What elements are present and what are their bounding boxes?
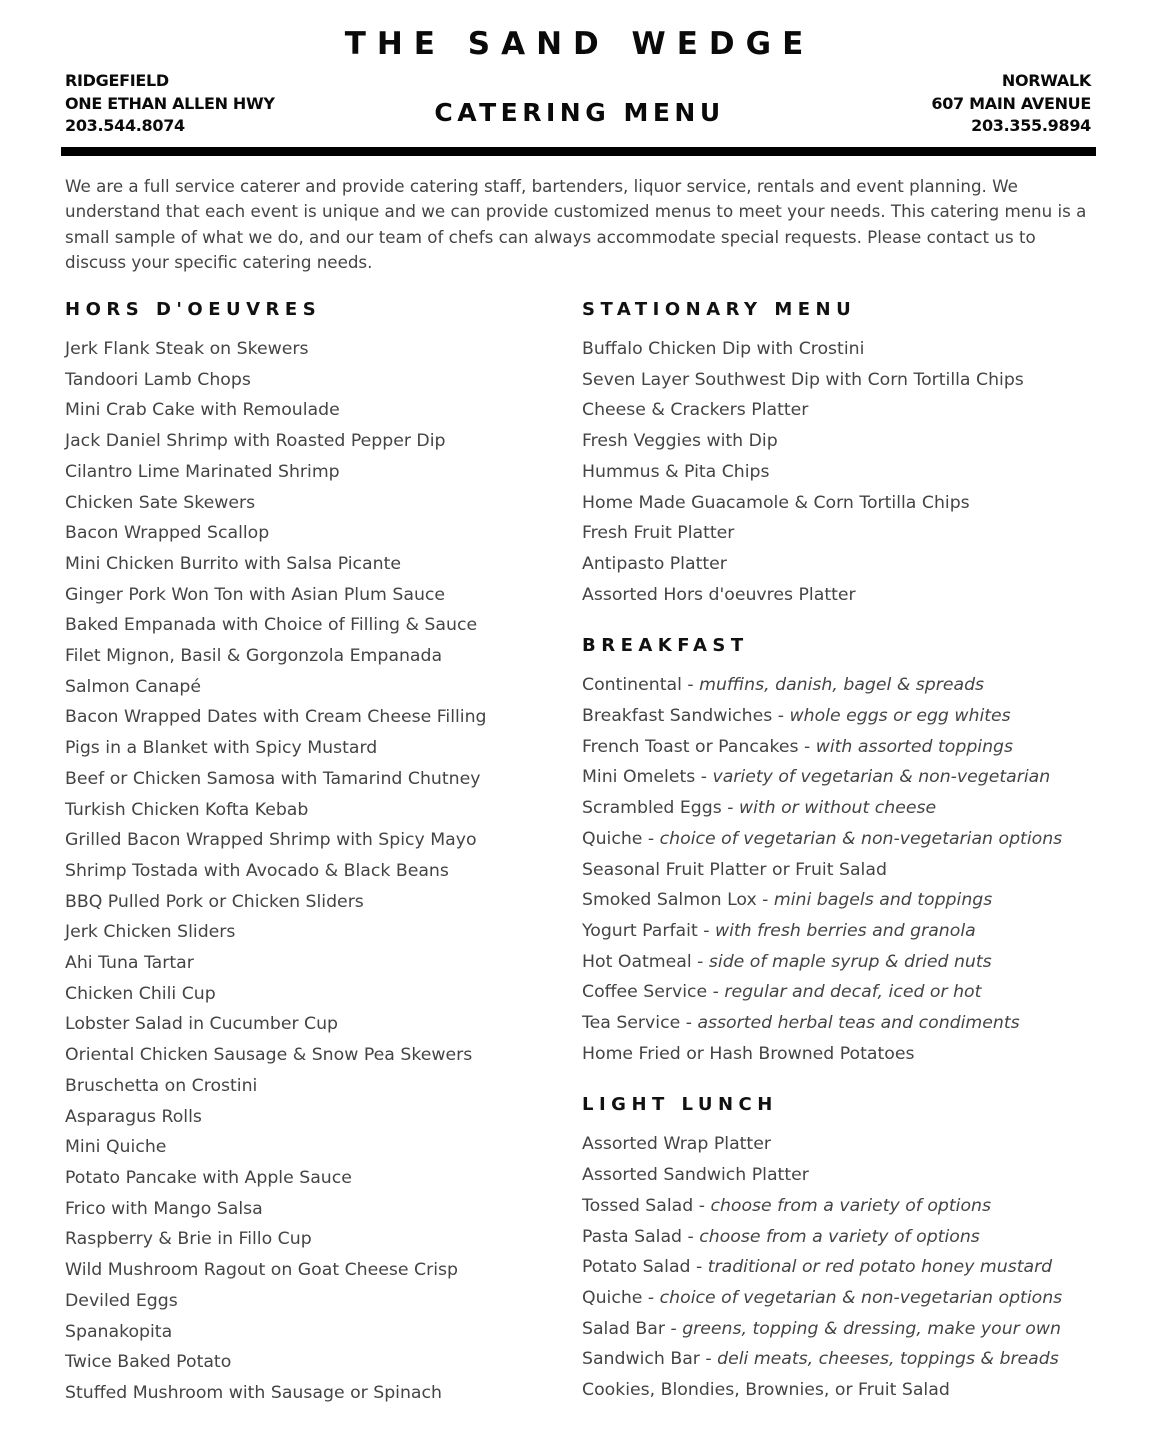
- menu-item: [65, 1040, 555, 1071]
- menu-item-name: Jerk Chicken Sliders: [65, 922, 236, 943]
- menu-item-description: choose from a variety of options: [710, 1195, 991, 1216]
- menu-item-name: Bacon Wrapped Scallop: [65, 523, 270, 544]
- menu-item: [65, 641, 555, 672]
- menu-item: [582, 670, 1122, 701]
- location-name: NORWALK: [1001, 71, 1091, 90]
- menu-item-description: whole eggs or egg whites: [789, 706, 1011, 727]
- menu-item-name: Grilled Bacon Wrapped Shrimp with Spicy Mayo: [65, 830, 477, 851]
- menu-list: [65, 334, 555, 1409]
- menu-item: [65, 1378, 555, 1409]
- menu-item-name: Ginger Pork Won Ton with Asian Plum Sauce: [65, 584, 446, 605]
- menu-item-name: Jerk Flank Steak on Skewers: [65, 339, 309, 359]
- menu-item-name: Raspberry & Brie in Fillo Cup: [65, 1229, 312, 1250]
- menu-item-name: Yogurt Parfait -: [582, 920, 715, 941]
- menu-item-description: deli meats, cheeses, toppings & breads: [717, 1349, 1059, 1370]
- menu-item: [65, 1317, 555, 1348]
- menu-item-name: Home Fried or Hash Browned Potatoes: [582, 1043, 915, 1064]
- menu-item: [582, 1039, 1122, 1070]
- norwalk-location: [931, 70, 1091, 138]
- menu-item-name: Deviled Eggs: [65, 1290, 178, 1311]
- menu-item-name: Home Made Guacamole & Corn Tortilla Chips: [582, 492, 970, 513]
- right-column: [582, 297, 1122, 1406]
- menu-item: [582, 580, 1122, 611]
- menu-item: [582, 947, 1122, 978]
- menu-item: [582, 457, 1122, 488]
- menu-list: [582, 334, 1122, 610]
- section-breakfast: [582, 633, 1122, 1069]
- menu-item-name: Chicken Sate Skewers: [65, 492, 256, 513]
- menu-item: [65, 426, 555, 457]
- menu-item: [582, 1375, 1122, 1406]
- menu-item: [65, 1009, 555, 1040]
- menu-item-name: Pasta Salad -: [582, 1226, 700, 1247]
- menu-item-name: Frico with Mango Salsa: [65, 1198, 263, 1219]
- location-address: 607 MAIN AVENUE: [931, 93, 1091, 113]
- section-title: HORS D'OEUVRES: [65, 299, 322, 320]
- menu-item-name: Shrimp Tostada with Avocado & Black Beans: [65, 860, 449, 881]
- menu-item-name: Assorted Hors d'oeuvres Platter: [582, 584, 856, 605]
- menu-item-name: Antipasto Platter: [582, 553, 727, 574]
- menu-item-name: Quiche -: [582, 1287, 660, 1308]
- section-light-lunch: [582, 1092, 1122, 1405]
- menu-item: [582, 824, 1122, 855]
- menu-item-name: Fresh Fruit Platter: [582, 523, 735, 544]
- menu-item: [582, 1283, 1122, 1314]
- menu-item: [582, 1129, 1122, 1160]
- menu-item-description: variety of vegetarian & non-vegetarian: [712, 767, 1051, 788]
- menu-item-description: with or without cheese: [738, 798, 937, 819]
- menu-item-name: Hot Oatmeal -: [582, 951, 709, 972]
- menu-item-name: Tossed Salad -: [582, 1195, 711, 1216]
- menu-item: [582, 855, 1122, 886]
- menu-item-name: Ahi Tuna Tartar: [65, 953, 194, 974]
- menu-item: [582, 334, 1122, 365]
- menu-item-name: Cilantro Lime Marinated Shrimp: [65, 461, 340, 482]
- menu-item-name: Stuffed Mushroom with Sausage or Spinach: [65, 1382, 442, 1403]
- menu-item: [65, 1132, 555, 1163]
- menu-item-name: Mini Quiche: [65, 1137, 167, 1158]
- menu-item-name: Jack Daniel Shrimp with Roasted Pepper Dip: [65, 431, 446, 452]
- menu-item: [65, 979, 555, 1010]
- menu-item: [582, 1008, 1122, 1039]
- menu-item: [582, 1160, 1122, 1191]
- menu-item: [65, 825, 555, 856]
- section-title: STATIONARY MENU: [582, 299, 857, 320]
- menu-item-name: Breakfast Sandwiches -: [582, 706, 790, 727]
- menu-item: [65, 488, 555, 519]
- menu-item-name: Seven Layer Southwest Dip with Corn Tortilla Chips: [582, 369, 1024, 390]
- menu-item-description: choice of vegetarian & non-vegetarian options: [659, 828, 1063, 849]
- menu-item-name: Twice Baked Potato: [65, 1352, 232, 1373]
- menu-item: [65, 764, 555, 795]
- menu-item-description: regular and decaf, iced or hot: [724, 982, 982, 1003]
- section-stationary-menu: [582, 297, 1122, 610]
- menu-item: [65, 334, 555, 365]
- menu-item: [582, 1344, 1122, 1375]
- section-gap: [582, 610, 1122, 633]
- menu-item: [65, 1163, 555, 1194]
- menu-item-name: Asparagus Rolls: [65, 1106, 202, 1127]
- menu-item-name: Bruschetta on Crostini: [65, 1075, 258, 1096]
- page-title: THE SAND WEDGE: [344, 26, 815, 62]
- menu-item-name: Cookies, Blondies, Brownies, or Fruit Salad: [582, 1380, 950, 1401]
- location-phone: 203.355.9894: [971, 116, 1091, 135]
- menu-item-name: Fresh Veggies with Dip: [582, 431, 778, 452]
- menu-item-description: with assorted toppings: [815, 736, 1014, 757]
- menu-item-name: Coffee Service -: [582, 982, 725, 1003]
- menu-item: [582, 701, 1122, 732]
- menu-item-name: Lobster Salad in Cucumber Cup: [65, 1014, 339, 1035]
- menu-item: [65, 395, 555, 426]
- menu-item-description: traditional or red potato honey mustard: [707, 1257, 1053, 1278]
- header-divider: [61, 147, 1096, 156]
- intro-paragraph: We are a full service caterer and provide catering staff, bartenders, liquor service, rentals and event planning. We understand that each event is unique and we can provide customized menus to meet your needs. This catering menu is a small sample of what we do, and our team of chefs can always accommodate special requests. Please contact us to discuss your specific catering needs.: [65, 176, 1087, 272]
- menu-item-description: choose from a variety of options: [699, 1226, 980, 1247]
- menu-item: [65, 1102, 555, 1133]
- location-address: ONE ETHAN ALLEN HWY: [65, 93, 275, 113]
- menu-item-description: choice of vegetarian & non-vegetarian options: [659, 1287, 1063, 1308]
- menu-list: [582, 670, 1122, 1069]
- menu-item: [582, 1191, 1122, 1222]
- menu-item: [65, 702, 555, 733]
- menu-item-name: Turkish Chicken Kofta Kebab: [65, 799, 309, 820]
- menu-item: [65, 917, 555, 948]
- menu-item: [582, 977, 1122, 1008]
- menu-item-name: Potato Pancake with Apple Sauce: [65, 1167, 352, 1188]
- menu-item-name: Mini Chicken Burrito with Salsa Picante: [65, 553, 402, 574]
- menu-item-name: Bacon Wrapped Dates with Cream Cheese Filling: [65, 707, 487, 728]
- menu-item: [65, 1194, 555, 1225]
- menu-item: [65, 1071, 555, 1102]
- menu-item: [582, 732, 1122, 763]
- menu-item-name: Smoked Salmon Lox -: [582, 890, 774, 911]
- menu-item-name: Salmon Canapé: [65, 676, 202, 697]
- menu-item: [65, 1347, 555, 1378]
- menu-item-name: Salad Bar -: [582, 1318, 683, 1339]
- menu-item: [65, 365, 555, 396]
- menu-item: [582, 488, 1122, 519]
- menu-item-description: muffins, danish, bagel & spreads: [699, 675, 985, 696]
- menu-item-name: Chicken Chili Cup: [65, 983, 216, 1004]
- menu-item: [65, 457, 555, 488]
- menu-item: [582, 1222, 1122, 1253]
- menu-item: [65, 518, 555, 549]
- menu-item: [65, 1224, 555, 1255]
- menu-item: [65, 610, 555, 641]
- menu-item-name: Baked Empanada with Choice of Filling & Sauce: [65, 615, 478, 636]
- menu-item: [582, 395, 1122, 426]
- menu-item-name: Assorted Sandwich Platter: [582, 1165, 809, 1186]
- menu-item-name: Quiche -: [582, 828, 660, 849]
- menu-item: [65, 580, 555, 611]
- menu-item-name: Assorted Wrap Platter: [582, 1134, 771, 1155]
- menu-item: [582, 549, 1122, 580]
- menu-item-name: French Toast or Pancakes -: [582, 736, 816, 757]
- menu-item-name: Seasonal Fruit Platter or Fruit Salad: [582, 859, 887, 880]
- section-title: BREAKFAST: [582, 635, 749, 657]
- menu-item: [65, 1286, 555, 1317]
- menu-item-description: mini bagels and toppings: [773, 890, 993, 911]
- location-name: RIDGEFIELD: [65, 71, 169, 90]
- menu-item-name: Beef or Chicken Samosa with Tamarind Chutney: [65, 768, 481, 789]
- menu-list: [582, 1129, 1122, 1405]
- menu-item: [65, 1255, 555, 1286]
- menu-item-name: Spanakopita: [65, 1321, 173, 1342]
- left-column: [65, 297, 555, 1409]
- menu-item: [65, 856, 555, 887]
- menu-item: [582, 426, 1122, 457]
- menu-item-name: Filet Mignon, Basil & Gorgonzola Empanada: [65, 646, 443, 667]
- menu-item-name: Mini Omelets -: [582, 767, 713, 788]
- menu-item-name: Pigs in a Blanket with Spicy Mustard: [65, 738, 378, 759]
- page-subtitle: CATERING MENU: [434, 98, 725, 127]
- menu-item-name: Potato Salad -: [582, 1257, 708, 1278]
- location-phone: 203.544.8074: [65, 116, 185, 135]
- menu-item-name: Continental -: [582, 675, 700, 696]
- menu-item: [582, 916, 1122, 947]
- menu-item-name: Wild Mushroom Ragout on Goat Cheese Crisp: [65, 1260, 458, 1281]
- menu-item: [582, 1314, 1122, 1345]
- menu-item: [65, 795, 555, 826]
- menu-item: [582, 1252, 1122, 1283]
- menu-item-description: greens, topping & dressing, make your own: [682, 1318, 1061, 1339]
- menu-item-name: Hummus & Pita Chips: [582, 461, 770, 482]
- section-hors-doeuvres: [65, 297, 555, 1409]
- menu-item-name: Mini Crab Cake with Remoulade: [65, 400, 340, 421]
- menu-item-description: with fresh berries and granola: [714, 920, 976, 941]
- menu-item-name: Tea Service -: [582, 1013, 698, 1034]
- menu-item: [582, 518, 1122, 549]
- section-gap: [582, 1069, 1122, 1092]
- menu-item-name: Cheese & Crackers Platter: [582, 400, 809, 421]
- menu-item: [582, 885, 1122, 916]
- menu-item: [582, 365, 1122, 396]
- menu-item-name: Tandoori Lamb Chops: [65, 369, 251, 390]
- menu-item-name: Scrambled Eggs -: [582, 798, 739, 819]
- menu-item-name: Oriental Chicken Sausage & Snow Pea Skewers: [65, 1045, 473, 1066]
- menu-item: [65, 887, 555, 918]
- menu-item: [65, 672, 555, 703]
- section-title: LIGHT LUNCH: [582, 1094, 778, 1116]
- menu-item-name: Buffalo Chicken Dip with Crostini: [582, 339, 865, 359]
- menu-item: [65, 948, 555, 979]
- menu-item: [582, 793, 1122, 824]
- menu-item-name: Sandwich Bar -: [582, 1349, 718, 1370]
- menu-item-name: BBQ Pulled Pork or Chicken Sliders: [65, 891, 364, 912]
- menu-item: [65, 733, 555, 764]
- menu-item: [65, 549, 555, 580]
- menu-item-description: assorted herbal teas and condiments: [697, 1013, 1020, 1034]
- menu-item: [582, 762, 1122, 793]
- menu-item-description: side of maple syrup & dried nuts: [708, 951, 992, 972]
